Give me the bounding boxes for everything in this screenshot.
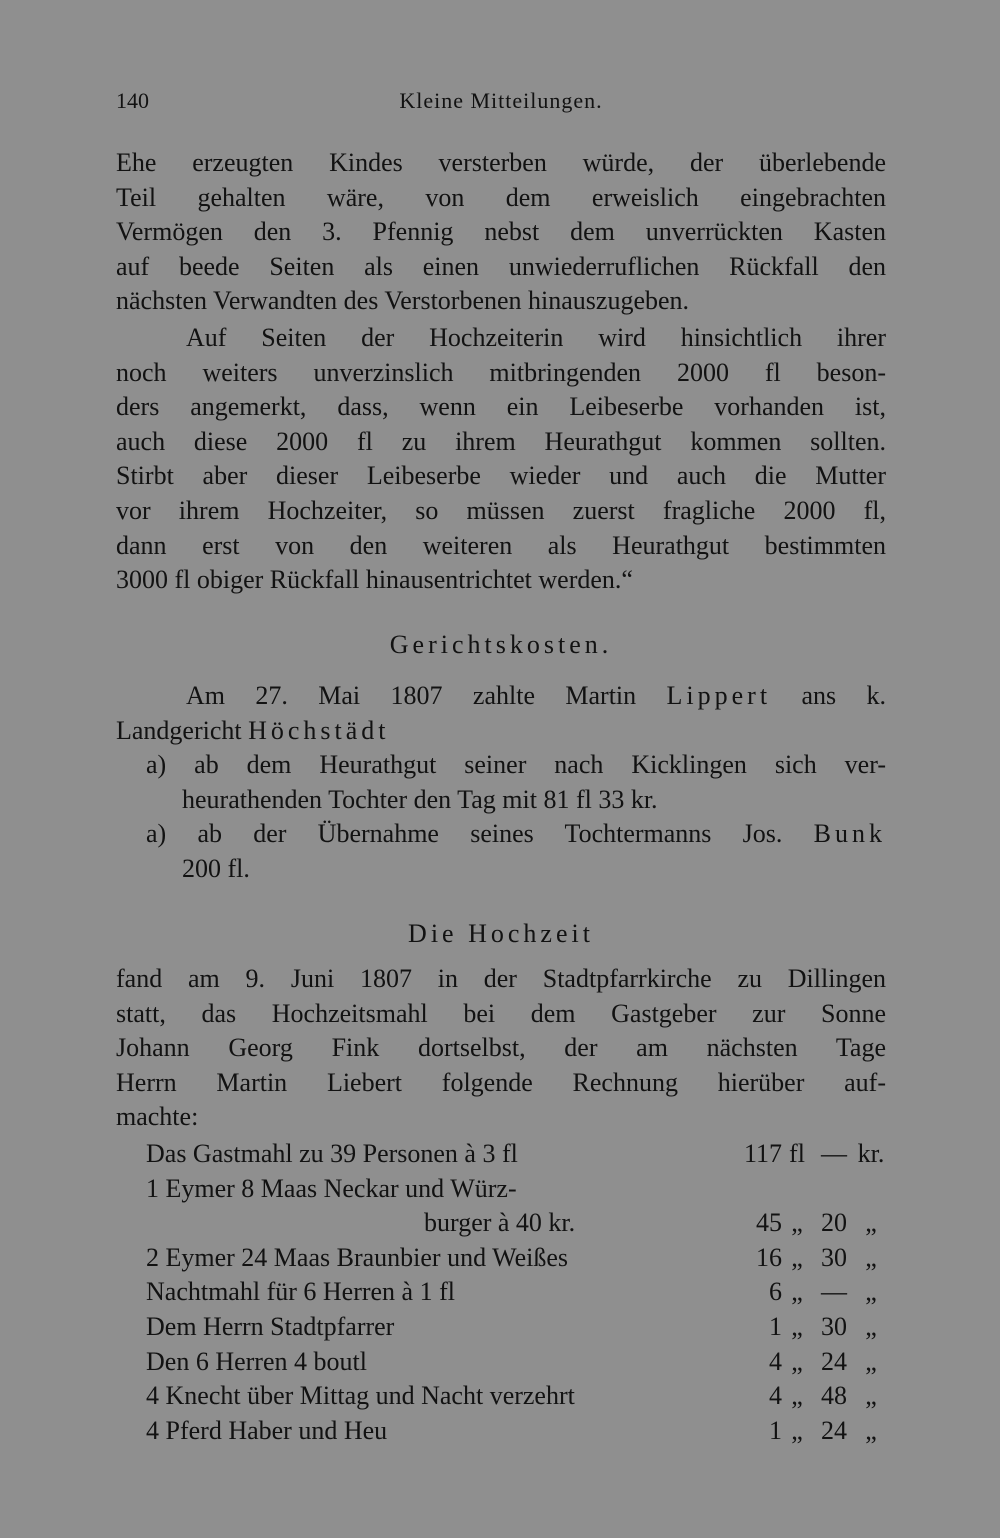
text-line: fand am 9. Juni 1807 in der Stadtpfarrkirche zu Dillingen bbox=[116, 964, 886, 993]
account-unit: „ bbox=[791, 1381, 803, 1411]
account-desc: Das Gastmahl zu 39 Personen à 3 fl bbox=[146, 1139, 518, 1168]
account-row bbox=[116, 1345, 886, 1380]
account-minor: 24 bbox=[821, 1415, 847, 1445]
page-number: 140 bbox=[116, 88, 149, 113]
account-minor: 24 bbox=[821, 1346, 847, 1376]
account-desc: Dem Herrn Stadtpfarrer bbox=[146, 1311, 395, 1341]
account-amount: 6 bbox=[769, 1277, 782, 1307]
text-line bbox=[116, 714, 886, 749]
account-row bbox=[116, 1172, 886, 1207]
account-unit: „ bbox=[791, 1208, 803, 1238]
paragraph-gerichtskosten bbox=[116, 679, 886, 887]
account-amount: 1 bbox=[769, 1311, 782, 1341]
account-desc: 4 Pferd Haber und Heu bbox=[146, 1415, 388, 1445]
text-line: Teil gehalten wäre, von dem erweislich eingebrachten bbox=[116, 182, 886, 212]
account-unit: „ bbox=[791, 1242, 803, 1272]
account-minor: 30 bbox=[821, 1311, 847, 1341]
text-line: Johann Georg Fink dortselbst, der am nächsten Tage bbox=[116, 1033, 886, 1063]
account-unit: „ bbox=[791, 1346, 803, 1376]
text-line: nächsten Verwandten des Verstorbenen hinauszugeben. bbox=[116, 286, 690, 316]
account-row bbox=[116, 1275, 886, 1310]
account-desc: Den 6 Herren 4 boutl bbox=[146, 1346, 367, 1376]
section-heading: Gerichtskosten. bbox=[389, 630, 613, 659]
text-line: statt, das Hochzeitsmahl bei dem Gastgeber zur Sonne bbox=[116, 998, 886, 1028]
text-line: auch diese 2000 fl zu ihrem Heurathgut kommen sollten. bbox=[116, 426, 886, 456]
payment-list bbox=[116, 748, 886, 886]
running-title: Kleine Mitteilungen. bbox=[399, 88, 603, 113]
text-line: ders angemerkt, dass, wenn ein Leibeserbe vorhanden ist, bbox=[116, 392, 886, 422]
person-name-spaced: Lippert bbox=[666, 681, 772, 710]
account-unit: „ bbox=[865, 1346, 877, 1376]
account-unit: fl bbox=[789, 1139, 805, 1168]
text-line: dann erst von den weiteren als Heurathgut bestimmten bbox=[116, 530, 886, 560]
place-name-spaced: Höchstädt bbox=[248, 715, 390, 745]
account-row bbox=[116, 1310, 886, 1345]
account-unit: „ bbox=[865, 1311, 877, 1341]
account-amount: 1 bbox=[769, 1415, 782, 1445]
account-minor: — bbox=[821, 1277, 847, 1307]
account-unit: kr. bbox=[857, 1139, 885, 1168]
account-unit: „ bbox=[791, 1277, 803, 1307]
account-minor: 48 bbox=[821, 1381, 847, 1411]
account-amount: 4 bbox=[769, 1381, 782, 1411]
paragraph-1 bbox=[116, 146, 886, 319]
account-row bbox=[116, 1206, 886, 1241]
account-row bbox=[116, 1137, 886, 1172]
text-line: auf beede Seiten als einen unwiederruflichen Rückfall den bbox=[116, 251, 886, 281]
section-heading-hochzeit bbox=[116, 917, 886, 952]
account-unit: „ bbox=[865, 1277, 877, 1307]
text-line: Auf Seiten der Hochzeiterin wird hinsichtlich ihrer bbox=[186, 323, 886, 352]
text-fragment: Landgericht bbox=[116, 715, 242, 745]
account-row bbox=[116, 1241, 886, 1276]
account-desc: burger à 40 kr. bbox=[424, 1208, 576, 1238]
text-fragment: a) ab der Übernahme seines Tochtermanns Jos. bbox=[146, 819, 783, 849]
text-fragment: ans k. bbox=[801, 681, 886, 710]
account-desc: 2 Eymer 24 Maas Braunbier und Weißes bbox=[146, 1242, 568, 1272]
account-minor: — bbox=[821, 1139, 847, 1168]
list-item-text: 200 fl. bbox=[182, 853, 250, 883]
account-amount: 45 bbox=[756, 1208, 782, 1238]
paragraph-2 bbox=[116, 321, 886, 598]
text-line bbox=[116, 679, 886, 714]
account-desc: Nachtmahl für 6 Herren à 1 fl bbox=[146, 1277, 455, 1307]
text-line: Herrn Martin Liebert folgende Rechnung hierüber auf- bbox=[116, 1067, 886, 1097]
text-line: Ehe erzeugten Kindes versterben würde, der überlebende bbox=[116, 148, 886, 177]
list-item-text: heurathenden Tochter den Tag mit 81 fl 33 kr. bbox=[182, 784, 658, 814]
text-line: 3000 fl obiger Rückfall hinausentrichtet werden.“ bbox=[116, 565, 633, 595]
list-item-text bbox=[146, 817, 886, 852]
section-heading-gerichtskosten bbox=[116, 628, 886, 663]
paragraph-hochzeit bbox=[116, 962, 886, 1135]
account-unit: „ bbox=[791, 1415, 803, 1445]
account-unit: „ bbox=[865, 1242, 877, 1272]
person-name-spaced: Bunk bbox=[813, 819, 886, 849]
account-unit: „ bbox=[865, 1208, 877, 1238]
account-unit: „ bbox=[865, 1415, 877, 1445]
text-fragment: Am 27. Mai 1807 zahlte Martin bbox=[186, 681, 637, 710]
account-unit: „ bbox=[791, 1311, 803, 1341]
account-amount: 4 bbox=[769, 1346, 782, 1376]
section-heading: Die Hochzeit bbox=[408, 919, 594, 948]
account-row bbox=[116, 1414, 886, 1449]
account-table bbox=[116, 1137, 886, 1448]
account-amount: 16 bbox=[756, 1242, 782, 1272]
text-line: vor ihrem Hochzeiter, so müssen zuerst fragliche 2000 fl, bbox=[116, 495, 886, 525]
text-line: machte: bbox=[116, 1102, 199, 1132]
text-line: Stirbt aber dieser Leibeserbe wieder und auch die Mutter bbox=[116, 461, 886, 491]
list-item-text: a) ab dem Heurathgut seiner nach Kicklingen sich ver- bbox=[146, 750, 886, 780]
account-amount: 117 bbox=[743, 1139, 782, 1168]
account-unit: „ bbox=[865, 1381, 877, 1411]
text-line: Vermögen den 3. Pfennig nebst dem unverrückten Kasten bbox=[116, 217, 886, 247]
text-line: noch weiters unverzinslich mitbringenden 2000 fl beson- bbox=[116, 357, 886, 387]
account-row bbox=[116, 1379, 886, 1414]
account-desc: 4 Knecht über Mittag und Nacht verzehrt bbox=[146, 1381, 575, 1411]
account-desc: 1 Eymer 8 Maas Neckar und Würz- bbox=[146, 1173, 517, 1203]
account-minor: 20 bbox=[821, 1208, 847, 1238]
page-header bbox=[116, 88, 886, 124]
account-minor: 30 bbox=[821, 1242, 847, 1272]
